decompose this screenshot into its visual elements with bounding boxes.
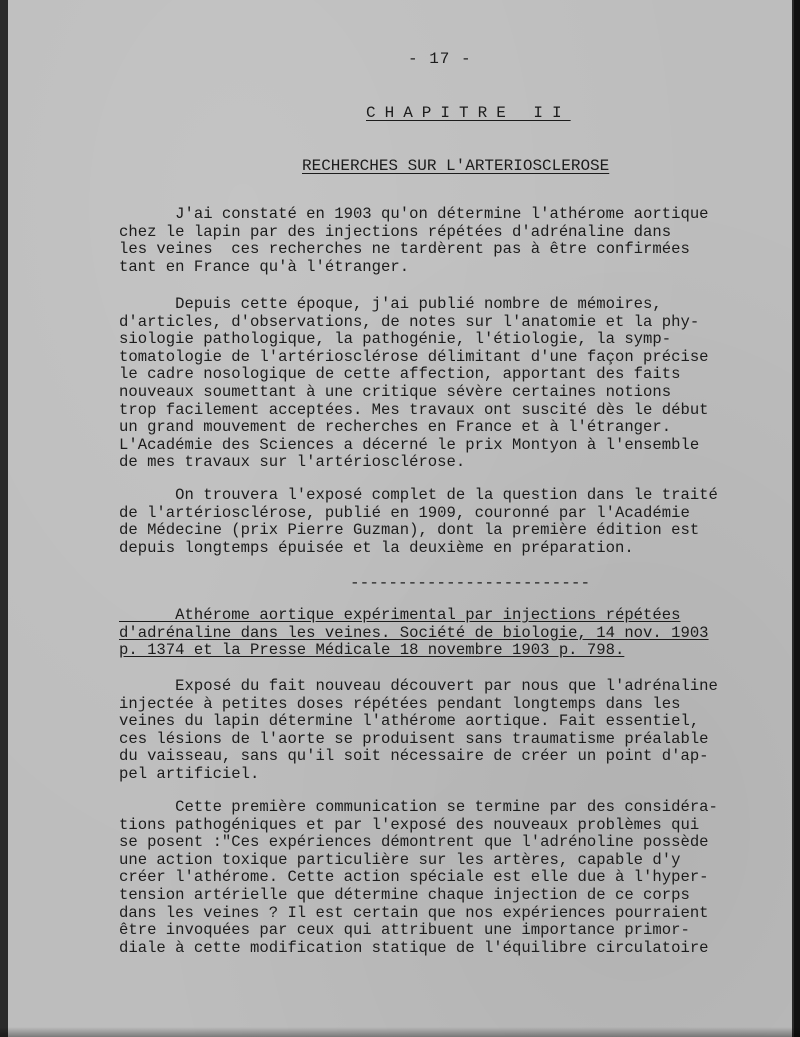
paragraph-communication: Cette première communication se termine par des considéra- tions pathogéniques et par l'exposé des nouveaux problèmes qui se posent :"Ces expériences démontrent que l'adrénoline possède une action toxique particulière sur les artères, capable d'y créer l'athérome. Cette action spéciale est elle due à l'hyper- tension artérielle que détermine chaque injection de ce corps dans les veines ? Il est certain que nos expériences pourraient être invoquées par ceux qui attribuent une importance primor- diale à cette modification statique de l'équilibre circulatoire bbox=[119, 798, 718, 957]
paragraph-treatise: On trouvera l'exposé complet de la question dans le traité de l'artériosclérose, publié en 1909, couronné par l'Académie de Médecine (prix Pierre Guzman), dont la première édition est depuis longtemps épuisée et la deuxième en préparation. bbox=[119, 486, 718, 557]
section-separator: ------------------------- bbox=[350, 574, 591, 592]
page-number: - 17 - bbox=[408, 50, 472, 68]
scan-shadow bbox=[0, 1027, 800, 1037]
paragraph-discovery: Exposé du fait nouveau découvert par nous que l'adrénaline injectée à petites doses répétées pendant longtemps dans les veines du lapin détermine l'athérome aortique. Fait essentiel, ces lésions de l'aorte se produisent sans traumatisme préalable du vaisseau, sans qu'il soit nécessaire de créer un point d'ap- pel artificiel. bbox=[119, 677, 718, 783]
document-page bbox=[8, 0, 792, 1037]
section-title: RECHERCHES SUR L'ARTERIOSCLEROSE bbox=[302, 157, 610, 175]
reference-citation: Athérome aortique expérimental par injections répétées d'adrénaline dans les veines. Société de biologie, 14 nov. 1903 p. 1374 et la Presse Médicale 18 novembre 1903 p. 798. bbox=[119, 606, 709, 660]
chapter-title: CHAPITRE II bbox=[366, 104, 571, 122]
scan-edge bbox=[794, 0, 800, 1037]
paragraph-intro: J'ai constaté en 1903 qu'on détermine l'athérome aortique chez le lapin par des injections répétées d'adrénaline dans les veines ces recherches ne tardèrent pas à être confirmées tant en France qu'à l'étranger. bbox=[119, 205, 709, 276]
paragraph-publications: Depuis cette époque, j'ai publié nombre de mémoires, d'articles, d'observations, de notes sur l'anatomie et la phy- siologie pathologique, la pathogénie, l'étiologie, la symp- tomatologie de l'artériosclérose délimitant d'une façon précise le cadre nosologique de cette affection, apportant des faits nouveaux soumettant à une critique sévère certaines notions trop facilement acceptées. Mes travaux ont suscité dès le début un grand mouvement de recherches en France et à l'étranger. L'Académie des Sciences a décerné le prix Montyon à l'ensemble de mes travaux sur l'artériosclérose. bbox=[119, 295, 709, 472]
